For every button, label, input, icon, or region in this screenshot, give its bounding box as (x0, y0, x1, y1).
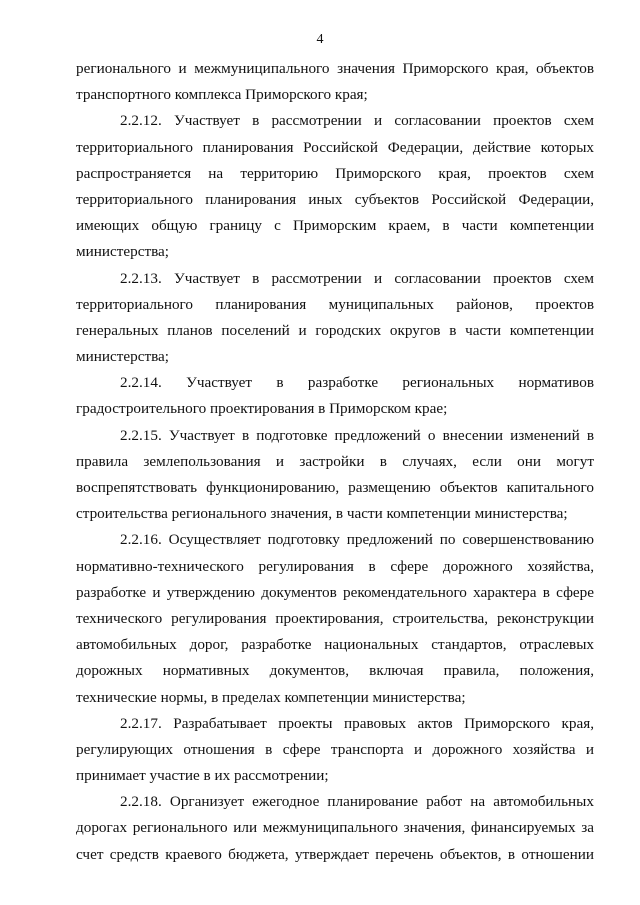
text-line: 2.2.17. Разрабатывает проекты правовых актов Приморского края, (120, 714, 594, 732)
text-line: министерства; (76, 243, 170, 261)
text-line: регионального и межмуниципального значения Приморского края, объектов (76, 60, 594, 77)
text-line: регулирующих отношения в сфере транспорта и дорожного хозяйства и (76, 740, 594, 758)
text-line: правила землепользования и застройки в случаях, если они могут (76, 452, 594, 470)
text-line: имеющих общую границу с Приморским краем, в части компетенции (76, 217, 594, 235)
text-line: министерства; (76, 348, 170, 366)
text-line: 2.2.14. Участвует в разработке региональных нормативов (120, 374, 594, 392)
text-line: 2.2.12. Участвует в рассмотрении и согласовании проектов схем (120, 112, 594, 130)
text-line: транспортного комплекса Приморского края; (76, 86, 368, 104)
text-line: распространяется на территорию Приморского края, проектов схем (76, 164, 594, 182)
text-line: территориального планирования муниципальных районов, проектов (76, 295, 594, 313)
text-line: автомобильных дорог, разработке национальных стандартов, отраслевых (76, 636, 594, 654)
text-line: генеральных планов поселений и городских округов в части компетенции (76, 321, 594, 339)
paragraph-2-2-13 (76, 266, 594, 371)
text-line: разработке и утверждению документов рекомендательного характера в сфере (76, 583, 594, 601)
page-number: 4 (316, 32, 324, 47)
text-line: 2.2.16. Осуществляет подготовку предложений по совершенствованию (120, 531, 594, 549)
paragraph (76, 56, 594, 108)
paragraph-2-2-12 (76, 108, 594, 265)
paragraph-2-2-16 (76, 527, 594, 710)
text-line: дорогах регионального или межмуниципального значения, финансируемых за (76, 819, 594, 837)
paragraph-2-2-18 (76, 789, 594, 868)
text-line: принимает участие в их рассмотрении; (76, 767, 329, 785)
text-line: строительства регионального значения, в части компетенции министерства; (76, 505, 568, 523)
text-line: градостроительного проектирования в Приморском крае; (76, 400, 448, 418)
paragraph-2-2-15 (76, 423, 594, 528)
paragraph-2-2-14 (76, 370, 594, 422)
text-line: 2.2.15. Участвует в подготовке предложений о внесении изменений в (120, 426, 594, 444)
text-line: дорожных нормативных документов, включая правила, положения, (76, 662, 594, 680)
text-line: технического регулирования проектирования, строительства, реконструкции (76, 609, 594, 627)
text-line: счет средств краевого бюджета, утверждает перечень объектов, в отношении (76, 845, 594, 863)
paragraph-2-2-17 (76, 711, 594, 790)
text-line: 2.2.13. Участвует в рассмотрении и согласовании проектов схем (120, 269, 594, 287)
text-line: территориального планирования Российской Федерации, действие которых (76, 138, 594, 156)
text-line: технические нормы, в пределах компетенции министерства; (76, 688, 466, 706)
text-line: территориального планирования иных субъектов Российской Федерации, (76, 190, 594, 208)
text-line: 2.2.18. Организует ежегодное планирование работ на автомобильных (120, 793, 594, 811)
text-line: нормативно-технического регулирования в сфере дорожного хозяйства, (76, 557, 594, 575)
document-body (76, 56, 594, 868)
text-line: воспрепятствовать функционированию, размещению объектов капитального (76, 479, 594, 496)
